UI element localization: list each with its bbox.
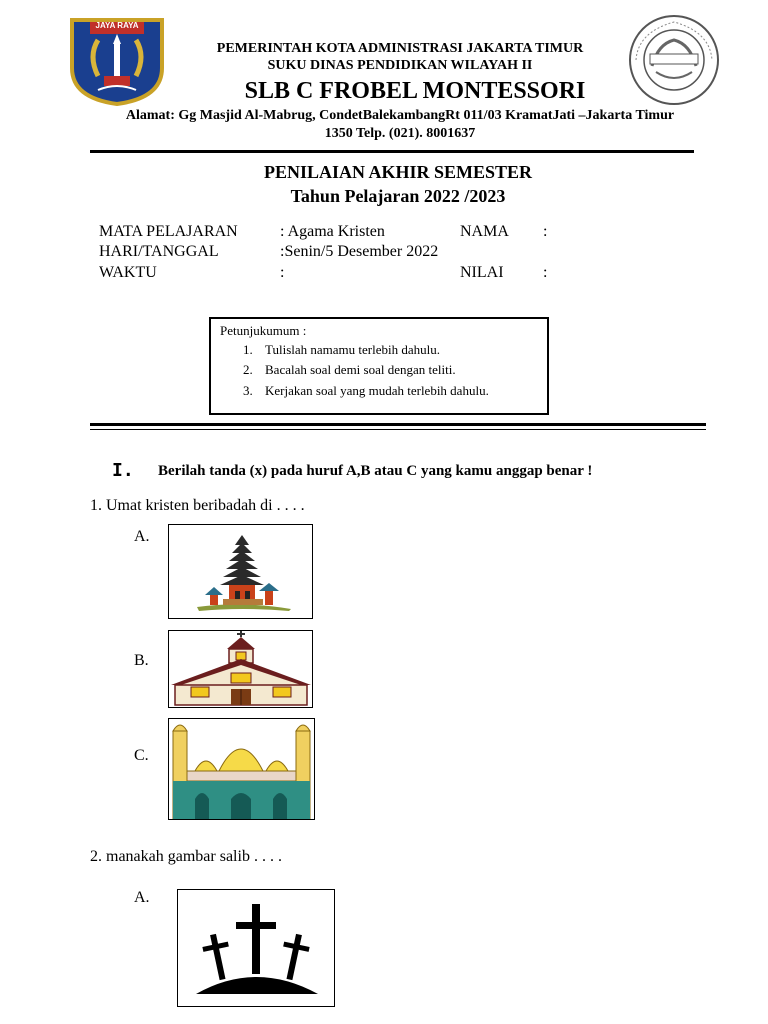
address-line-2: 1350 Telp. (021). 8001637 <box>324 126 476 141</box>
option-a-image[interactable] <box>168 524 313 619</box>
name-field[interactable]: : <box>543 223 548 240</box>
question-2-text: 2. manakah gambar salib . . . . <box>90 848 282 865</box>
section-divider <box>90 423 706 426</box>
score-field[interactable]: : <box>543 264 548 281</box>
q2-option-a-image[interactable] <box>177 889 335 1007</box>
option-b-label[interactable]: B. <box>134 652 149 669</box>
pura-temple-icon <box>169 525 312 618</box>
address-line-1: Alamat: Gg Masjid Al-Mabrug, CondetBalekambangRt 011/03 KramatJati –Jakarta Timur <box>125 108 675 123</box>
instruction-item: Bacalah soal demi soal dengan teliti. <box>265 362 456 377</box>
instruction-number: 2. <box>243 362 253 377</box>
score-label: NILAI <box>460 264 504 281</box>
jakarta-emblem-logo <box>68 16 166 106</box>
instruction-item: Kerjakan soal yang mudah terlebih dahulu. <box>265 383 489 398</box>
school-name: SLB C FROBEL MONTESSORI <box>244 78 586 104</box>
dept-name: SUKU DINAS PENDIDIKAN WILAYAH II <box>267 58 533 73</box>
option-c-label[interactable]: C. <box>134 747 149 764</box>
subject-label: MATA PELAJARAN <box>99 223 238 240</box>
date-label: HARI/TANGGAL <box>99 243 219 260</box>
option-b-image[interactable] <box>168 630 313 708</box>
instruction-number: 1. <box>243 342 253 357</box>
instruction-number: 3. <box>243 383 253 398</box>
q2-option-a-label[interactable]: A. <box>134 889 150 906</box>
church-icon <box>169 631 312 707</box>
section-number: I. <box>112 460 134 481</box>
question-1-text: 1. Umat kristen beribadah di . . . . <box>90 497 305 514</box>
option-a-label[interactable]: A. <box>134 528 150 545</box>
exam-year: Tahun Pelajaran 2022 /2023 <box>290 186 506 206</box>
mosque-icon <box>169 719 314 819</box>
three-crosses-icon <box>178 890 334 1006</box>
header-divider <box>90 150 694 153</box>
section-instruction: Berilah tanda (x) pada huruf A,B atau C yang kamu anggap benar ! <box>158 463 593 479</box>
time-value: : <box>280 264 285 281</box>
gov-name: PEMERINTAH KOTA ADMINISTRASI JAKARTA TIMUR <box>216 41 584 56</box>
section-divider-thin <box>90 429 706 430</box>
logo-left-text: JAYA RAYA <box>95 21 139 30</box>
time-label: WAKTU <box>99 264 157 281</box>
instruction-item: Tulislah namamu terlebih dahulu. <box>265 342 440 357</box>
name-label: NAMA <box>460 223 509 240</box>
exam-title: PENILAIAN AKHIR SEMESTER <box>263 162 533 182</box>
instructions-title: Petunjukumum : <box>220 323 307 338</box>
option-c-image[interactable] <box>168 718 315 820</box>
subject-value: : Agama Kristen <box>280 223 385 240</box>
date-value: :Senin/5 Desember 2022 <box>280 243 439 260</box>
